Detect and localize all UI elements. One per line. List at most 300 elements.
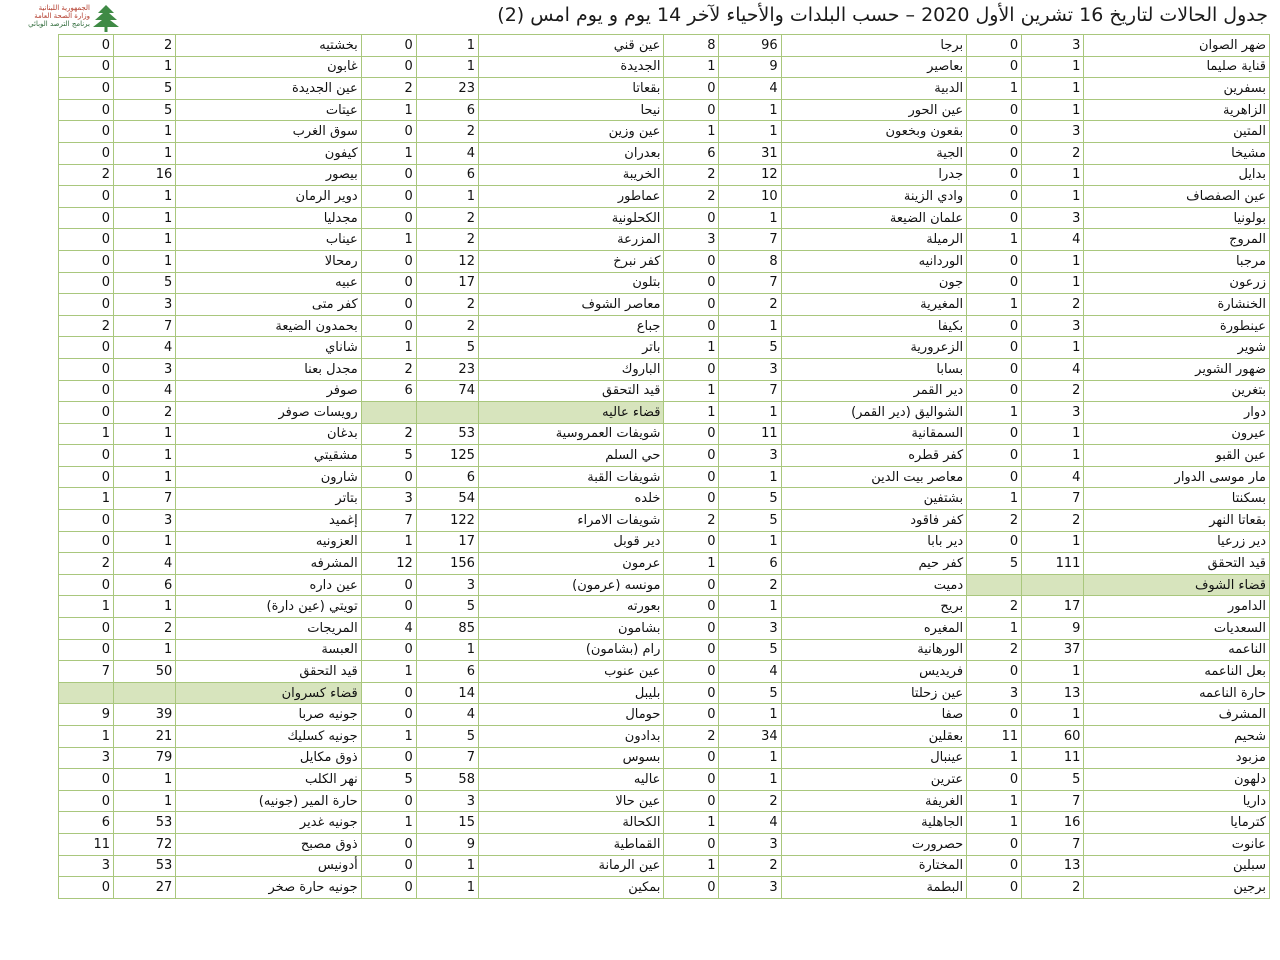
table-row (59, 618, 1270, 640)
cases-yesterday-cell: 0 (59, 402, 114, 424)
locality-name-cell: جونيه صربا (176, 704, 361, 726)
locality-name-cell: مجدل بعنا (176, 358, 361, 380)
cases-14day-cell: 1 (114, 445, 176, 467)
locality-name-cell: مزبود (1084, 747, 1270, 769)
locality-name-cell: إغميد (176, 510, 361, 532)
cases-14day-cell: 3 (719, 445, 781, 467)
cases-yesterday-cell: 0 (664, 596, 719, 618)
locality-name-cell: وادي الزينة (781, 186, 966, 208)
cases-yesterday-cell: 0 (361, 574, 416, 596)
cases-14day-cell: 37 (1022, 639, 1084, 661)
locality-name-cell: الدبية (781, 78, 966, 100)
cases-14day-cell: 11 (719, 423, 781, 445)
cases-yesterday-cell: 1 (361, 337, 416, 359)
cases-yesterday-cell: 3 (361, 488, 416, 510)
cases-14day-cell: 1 (416, 56, 478, 78)
cases-yesterday-cell: 0 (361, 747, 416, 769)
table-row (59, 747, 1270, 769)
cases-14day-cell: 1 (719, 596, 781, 618)
locality-name-cell: كفر نبرخ (478, 250, 663, 272)
locality-name-cell: حارة المير (جونيه) (176, 790, 361, 812)
table-row (59, 186, 1270, 208)
cases-yesterday-cell: 0 (59, 250, 114, 272)
table-row (59, 596, 1270, 618)
cases-yesterday-cell: 0 (967, 704, 1022, 726)
cases-yesterday-cell: 2 (361, 78, 416, 100)
locality-name-cell: المشرف (1084, 704, 1270, 726)
locality-name-cell: بدادون (478, 726, 663, 748)
locality-name-cell: الجية (781, 142, 966, 164)
cases-14day-cell: 23 (416, 358, 478, 380)
locality-name-cell: برجا (781, 35, 966, 57)
cases-14day-cell: 4 (114, 337, 176, 359)
cases-yesterday-cell: 2 (664, 186, 719, 208)
locality-name-cell: كفر متى (176, 294, 361, 316)
cases-yesterday-cell: 0 (664, 531, 719, 553)
cases-14day-cell: 1 (719, 99, 781, 121)
table-row (59, 877, 1270, 899)
cases-14day-cell: 13 (1022, 855, 1084, 877)
cases-14day-cell: 72 (114, 833, 176, 855)
cases-yesterday-cell: 0 (967, 337, 1022, 359)
table-row (59, 488, 1270, 510)
cases-14day-cell: 1 (719, 315, 781, 337)
locality-name-cell: كفر قطره (781, 445, 966, 467)
cases-14day-cell: 23 (416, 78, 478, 100)
locality-name-cell: زرعون (1084, 272, 1270, 294)
cases-14day-cell: 10 (719, 186, 781, 208)
cases-14day-cell: 2 (114, 35, 176, 57)
cases-14day-cell: 1 (1022, 164, 1084, 186)
cases-14day-cell: 4 (416, 142, 478, 164)
cases-yesterday-cell: 7 (59, 661, 114, 683)
cases-14day-cell: 54 (416, 488, 478, 510)
cases-14day-cell: 1 (719, 531, 781, 553)
cases-14day-cell: 1 (1022, 186, 1084, 208)
locality-name-cell: دير قوبل (478, 531, 663, 553)
locality-name-cell: قناية صليما (1084, 56, 1270, 78)
locality-name-cell: كترمايا (1084, 812, 1270, 834)
cases-14day-cell: 3 (416, 574, 478, 596)
cases-14day-cell: 1 (719, 207, 781, 229)
locality-name-cell: عرمون (478, 553, 663, 575)
cases-14day-cell: 5 (1022, 769, 1084, 791)
cases-yesterday-cell: 0 (664, 488, 719, 510)
table-row (59, 35, 1270, 57)
cases-yesterday-cell: 0 (664, 250, 719, 272)
locality-name-cell: مونسه (عرمون) (478, 574, 663, 596)
cases-14day-cell: 1 (1022, 704, 1084, 726)
cases-14day-cell: 1 (416, 877, 478, 899)
cases-yesterday-cell: 6 (59, 812, 114, 834)
cases-14day-cell: 9 (719, 56, 781, 78)
table-row (59, 812, 1270, 834)
locality-name-cell: مار موسى الدوار (1084, 466, 1270, 488)
locality-name-cell: بدغان (176, 423, 361, 445)
locality-name-cell: صوفر (176, 380, 361, 402)
cases-14day-cell: 6 (114, 574, 176, 596)
table-row (59, 445, 1270, 467)
locality-name-cell: المشرفه (176, 553, 361, 575)
cases-yesterday-cell: 0 (967, 769, 1022, 791)
cases-yesterday-cell: 0 (967, 877, 1022, 899)
cases-14day-cell: 2 (1022, 380, 1084, 402)
cases-yesterday-cell: 0 (664, 207, 719, 229)
cases-14day-cell: 5 (719, 639, 781, 661)
cases-14day-cell (114, 682, 176, 704)
cases-14day-cell: 34 (719, 726, 781, 748)
cases-14day-cell: 6 (416, 661, 478, 683)
cases-yesterday-cell: 0 (664, 877, 719, 899)
cases-yesterday-cell: 2 (59, 315, 114, 337)
cases-14day-cell: 156 (416, 553, 478, 575)
cases-yesterday-cell: 0 (967, 315, 1022, 337)
cases-14day-cell: 9 (416, 833, 478, 855)
cases-yesterday-cell: 0 (664, 790, 719, 812)
locality-name-cell: عين الصفصاف (1084, 186, 1270, 208)
table-row (59, 78, 1270, 100)
cases-yesterday-cell: 0 (361, 877, 416, 899)
locality-name-cell: معاصر بيت الدين (781, 466, 966, 488)
locality-name-cell: قيد التحقق (478, 380, 663, 402)
cases-yesterday-cell: 0 (361, 639, 416, 661)
cases-yesterday-cell: 0 (59, 466, 114, 488)
cases-yesterday-cell: 0 (361, 250, 416, 272)
cases-yesterday-cell: 0 (967, 358, 1022, 380)
locality-name-cell: كفر حيم (781, 553, 966, 575)
cases-14day-cell: 1 (1022, 661, 1084, 683)
cases-yesterday-cell: 0 (361, 35, 416, 57)
cases-yesterday-cell: 1 (967, 790, 1022, 812)
locality-name-cell: داريا (1084, 790, 1270, 812)
cases-14day-cell: 2 (416, 121, 478, 143)
cases-14day-cell: 8 (719, 250, 781, 272)
cases-14day-cell: 2 (719, 294, 781, 316)
cases-yesterday-cell: 1 (59, 423, 114, 445)
table-row (59, 250, 1270, 272)
locality-name-cell: عين القبو (1084, 445, 1270, 467)
cases-14day-cell: 17 (416, 531, 478, 553)
locality-name-cell: باتر (478, 337, 663, 359)
table-row (59, 380, 1270, 402)
cases-14day-cell: 2 (1022, 142, 1084, 164)
cases-yesterday-cell: 1 (967, 618, 1022, 640)
cases-14day-cell: 2 (416, 207, 478, 229)
cases-yesterday-cell: 1 (664, 56, 719, 78)
cases-14day-cell: 2 (114, 618, 176, 640)
cases-yesterday-cell: 0 (59, 121, 114, 143)
cases-14day-cell: 1 (1022, 99, 1084, 121)
cases-14day-cell (416, 402, 478, 424)
cases-table-body (59, 35, 1270, 899)
cases-yesterday-cell: 3 (664, 229, 719, 251)
locality-name-cell: رويسات صوفر (176, 402, 361, 424)
cases-yesterday-cell: 0 (967, 423, 1022, 445)
cases-14day-cell: 1 (114, 423, 176, 445)
locality-name-cell: علمان الضيعة (781, 207, 966, 229)
cases-14day-cell: 27 (114, 877, 176, 899)
cases-yesterday-cell: 1 (664, 553, 719, 575)
cases-yesterday-cell: 9 (59, 704, 114, 726)
cases-14day-cell: 85 (416, 618, 478, 640)
locality-name-cell: دوار (1084, 402, 1270, 424)
cases-14day-cell: 3 (1022, 402, 1084, 424)
cases-yesterday-cell (967, 574, 1022, 596)
locality-name-cell: عين عنوب (478, 661, 663, 683)
cases-yesterday-cell: 2 (59, 553, 114, 575)
table-row (59, 466, 1270, 488)
locality-name-cell: مرجبا (1084, 250, 1270, 272)
cases-yesterday-cell: 1 (967, 229, 1022, 251)
locality-name-cell: بعل الناعمه (1084, 661, 1270, 683)
cases-yesterday-cell: 5 (361, 445, 416, 467)
locality-name-cell: قيد التحقق (176, 661, 361, 683)
cases-14day-cell: 2 (719, 855, 781, 877)
locality-name-cell: أدونيس (176, 855, 361, 877)
locality-name-cell: شحيم (1084, 726, 1270, 748)
locality-name-cell: بقعون وبخعون (781, 121, 966, 143)
table-row (59, 574, 1270, 596)
cases-14day-cell: 1 (416, 186, 478, 208)
table-row (59, 99, 1270, 121)
cases-14day-cell: 1 (114, 121, 176, 143)
cases-14day-cell: 4 (114, 553, 176, 575)
cases-yesterday-cell: 1 (664, 855, 719, 877)
cases-yesterday-cell: 1 (361, 229, 416, 251)
locality-name-cell: عين الحور (781, 99, 966, 121)
locality-name-cell: رمحالا (176, 250, 361, 272)
cases-14day-cell: 7 (416, 747, 478, 769)
locality-name-cell: عين الرمانة (478, 855, 663, 877)
cases-yesterday-cell: 2 (664, 726, 719, 748)
cases-14day-cell: 2 (1022, 877, 1084, 899)
cases-14day-cell: 4 (719, 812, 781, 834)
cases-14day-cell: 1 (114, 466, 176, 488)
locality-name-cell: بعدران (478, 142, 663, 164)
locality-name-cell: دير زرعيا (1084, 531, 1270, 553)
cases-yesterday-cell: 0 (59, 574, 114, 596)
cases-yesterday-cell: 1 (361, 812, 416, 834)
cases-yesterday-cell: 0 (59, 186, 114, 208)
cases-yesterday-cell: 0 (664, 294, 719, 316)
locality-name-cell: عين وزين (478, 121, 663, 143)
cases-14day-cell: 11 (1022, 747, 1084, 769)
cases-yesterday-cell: 0 (59, 877, 114, 899)
cases-14day-cell: 53 (114, 855, 176, 877)
table-row (59, 294, 1270, 316)
cases-14day-cell: 15 (416, 812, 478, 834)
cases-yesterday-cell: 0 (664, 574, 719, 596)
cases-14day-cell: 9 (1022, 618, 1084, 640)
locality-name-cell: عماطور (478, 186, 663, 208)
cases-yesterday-cell: 0 (664, 747, 719, 769)
locality-name-cell: بشتفين (781, 488, 966, 510)
locality-name-cell: حارة الناعمه (1084, 682, 1270, 704)
cases-yesterday-cell: 0 (664, 99, 719, 121)
locality-name-cell: مشقيتي (176, 445, 361, 467)
cases-yesterday-cell: 1 (361, 142, 416, 164)
cases-14day-cell: 122 (416, 510, 478, 532)
table-row (59, 358, 1270, 380)
cases-yesterday-cell: 0 (59, 229, 114, 251)
cases-14day-cell: 1 (416, 35, 478, 57)
cases-yesterday-cell: 0 (361, 56, 416, 78)
cases-yesterday-cell: 0 (967, 445, 1022, 467)
cases-yesterday-cell: 0 (664, 315, 719, 337)
cases-yesterday-cell: 0 (59, 618, 114, 640)
cases-yesterday-cell: 0 (967, 661, 1022, 683)
cases-yesterday-cell: 11 (967, 726, 1022, 748)
cases-14day-cell: 5 (416, 337, 478, 359)
cases-14day-cell: 7 (719, 229, 781, 251)
table-row (59, 769, 1270, 791)
locality-name-cell: المتين (1084, 121, 1270, 143)
cases-yesterday-cell: 0 (361, 207, 416, 229)
table-row (59, 553, 1270, 575)
locality-name-cell: عيتات (176, 99, 361, 121)
locality-name-cell: بشامون (478, 618, 663, 640)
cases-yesterday-cell: 0 (361, 315, 416, 337)
cases-14day-cell: 111 (1022, 553, 1084, 575)
district-header-cell: قضاء عاليه (478, 402, 663, 424)
cases-yesterday-cell: 0 (59, 639, 114, 661)
cases-yesterday-cell: 0 (967, 272, 1022, 294)
cases-14day-cell: 4 (114, 380, 176, 402)
cases-yesterday-cell: 0 (664, 272, 719, 294)
table-row (59, 337, 1270, 359)
locality-name-cell: سوق الغرب (176, 121, 361, 143)
cases-yesterday-cell: 1 (361, 726, 416, 748)
table-row (59, 704, 1270, 726)
cases-yesterday-cell: 6 (361, 380, 416, 402)
cases-14day-cell: 4 (1022, 358, 1084, 380)
locality-name-cell: شويفات الامراء (478, 510, 663, 532)
locality-name-cell: حصرورت (781, 833, 966, 855)
cases-yesterday-cell: 2 (967, 596, 1022, 618)
cases-14day-cell: 1 (1022, 272, 1084, 294)
cases-yesterday-cell: 1 (664, 121, 719, 143)
locality-name-cell: بيصور (176, 164, 361, 186)
locality-name-cell: دلهون (1084, 769, 1270, 791)
locality-name-cell: المختارة (781, 855, 966, 877)
cases-14day-cell: 1 (1022, 445, 1084, 467)
cases-14day-cell: 12 (416, 250, 478, 272)
cases-14day-cell: 13 (1022, 682, 1084, 704)
table-row (59, 272, 1270, 294)
table-row (59, 682, 1270, 704)
cases-14day-cell: 5 (719, 510, 781, 532)
cases-yesterday-cell: 1 (967, 747, 1022, 769)
cases-14day-cell: 79 (114, 747, 176, 769)
table-row (59, 121, 1270, 143)
locality-name-cell: جدرا (781, 164, 966, 186)
locality-name-cell: القماطية (478, 833, 663, 855)
locality-name-cell: شوير (1084, 337, 1270, 359)
locality-name-cell: الكحلونية (478, 207, 663, 229)
cases-yesterday-cell: 0 (59, 142, 114, 164)
cases-14day-cell: 5 (416, 596, 478, 618)
cases-yesterday-cell: 3 (967, 682, 1022, 704)
cases-yesterday-cell: 2 (664, 164, 719, 186)
cases-14day-cell: 39 (114, 704, 176, 726)
locality-name-cell: العزونيه (176, 531, 361, 553)
locality-name-cell: حي السلم (478, 445, 663, 467)
locality-name-cell: بقعاتا (478, 78, 663, 100)
cases-yesterday-cell: 0 (59, 769, 114, 791)
cases-yesterday-cell: 2 (664, 510, 719, 532)
locality-name-cell: الخريبة (478, 164, 663, 186)
cases-14day-cell: 31 (719, 142, 781, 164)
locality-name-cell: صفا (781, 704, 966, 726)
cases-14day-cell: 3 (719, 877, 781, 899)
locality-name-cell: المريجات (176, 618, 361, 640)
cases-14day-cell: 58 (416, 769, 478, 791)
locality-name-cell: الوردانيه (781, 250, 966, 272)
locality-name-cell: بعورته (478, 596, 663, 618)
cases-yesterday-cell: 0 (59, 445, 114, 467)
cases-yesterday-cell: 0 (967, 380, 1022, 402)
cases-14day-cell: 1 (719, 402, 781, 424)
locality-name-cell: نهر الكلب (176, 769, 361, 791)
cases-14day-cell: 1 (719, 704, 781, 726)
cases-yesterday-cell: 0 (361, 164, 416, 186)
cases-14day-cell: 3 (114, 358, 176, 380)
cases-yesterday-cell: 4 (361, 618, 416, 640)
locality-name-cell: عين حالا (478, 790, 663, 812)
cases-14day-cell: 1 (719, 747, 781, 769)
locality-name-cell: عاليه (478, 769, 663, 791)
cases-14day-cell: 3 (1022, 121, 1084, 143)
locality-name-cell: الرميلة (781, 229, 966, 251)
locality-name-cell: دوير الرمان (176, 186, 361, 208)
cases-14day-cell: 7 (719, 272, 781, 294)
logo-text (16, 4, 90, 28)
cases-yesterday-cell: 1 (967, 294, 1022, 316)
cases-yesterday-cell: 0 (967, 531, 1022, 553)
cases-14day-cell: 5 (114, 99, 176, 121)
cases-14day-cell: 17 (1022, 596, 1084, 618)
locality-name-cell: معاصر الشوف (478, 294, 663, 316)
cases-14day-cell: 1 (1022, 78, 1084, 100)
cases-14day-cell: 12 (719, 164, 781, 186)
page-title: جدول الحالات لتاريخ 16 تشرين الأول 2020 – حسب البلدات والأحياء لآخر 14 يوم و يوم امس (2) (497, 4, 1268, 26)
cases-14day-cell: 1 (416, 855, 478, 877)
locality-name-cell: الزعرورية (781, 337, 966, 359)
cases-yesterday-cell: 6 (664, 142, 719, 164)
locality-name-cell: عين الجديدة (176, 78, 361, 100)
cases-yesterday-cell: 0 (361, 121, 416, 143)
cases-14day-cell: 1 (114, 531, 176, 553)
locality-name-cell: بسابا (781, 358, 966, 380)
cases-14day-cell: 1 (114, 229, 176, 251)
cases-yesterday-cell: 0 (361, 186, 416, 208)
cases-14day-cell: 7 (114, 488, 176, 510)
cases-yesterday-cell: 3 (59, 855, 114, 877)
cases-yesterday-cell: 1 (967, 488, 1022, 510)
cases-14day-cell: 7 (719, 380, 781, 402)
cases-14day-cell: 2 (416, 229, 478, 251)
locality-name-cell: بسفرين (1084, 78, 1270, 100)
locality-name-cell: عبيه (176, 272, 361, 294)
locality-name-cell: بدايل (1084, 164, 1270, 186)
locality-name-cell: شويفات القبة (478, 466, 663, 488)
locality-name-cell: الخنشارة (1084, 294, 1270, 316)
locality-name-cell: ذوق مكايل (176, 747, 361, 769)
cases-14day-cell: 3 (1022, 207, 1084, 229)
cases-14day-cell: 5 (114, 272, 176, 294)
locality-name-cell: الورهانية (781, 639, 966, 661)
cases-yesterday-cell: 0 (361, 272, 416, 294)
